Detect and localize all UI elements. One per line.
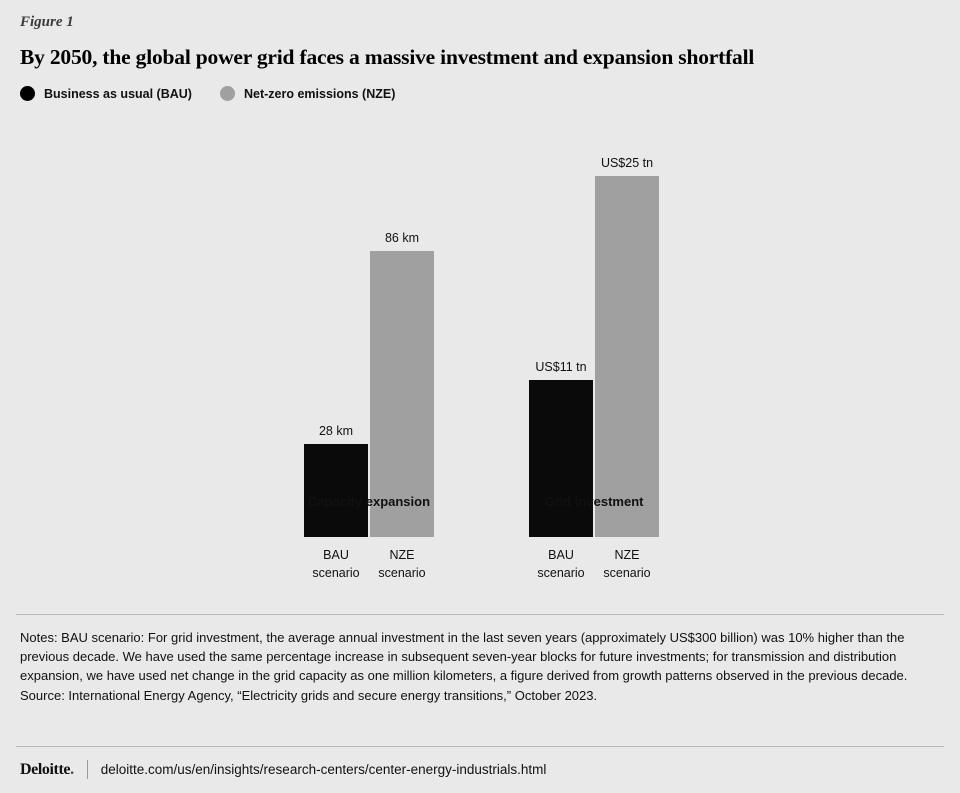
bar-category-nze-investment: NZE scenario xyxy=(603,548,651,581)
bar-column-nze-investment xyxy=(595,156,659,581)
bar-column-bau-investment xyxy=(529,360,593,581)
notes-divider xyxy=(16,614,944,615)
bar-category-bau-investment: BAU scenario xyxy=(537,548,585,581)
footer-divider xyxy=(16,746,944,747)
legend-swatch-bau-icon xyxy=(20,86,35,101)
bar-chart xyxy=(16,105,944,617)
chart-legend xyxy=(16,70,944,101)
bar-value-bau-investment: US$11 tn xyxy=(535,360,587,374)
legend-label-nze: Net-zero emissions (NZE) xyxy=(243,86,396,101)
bar-value-bau-capacity: 28 km xyxy=(318,424,354,438)
legend-item-bau xyxy=(20,86,192,101)
footer-separator xyxy=(87,760,88,779)
deloitte-logo xyxy=(20,761,74,779)
bar-nze-investment[interactable] xyxy=(595,176,659,537)
group-label-capacity-expansion: Capacity expansion xyxy=(307,494,431,509)
notes-text: Notes: BAU scenario: For grid investment, the average annual investment in the last seven years (approximately US$300 billion) was 10% higher than the previous decade. We have used the same percentage increase in subsequent seven-year blocks for future investments; for transmission and distribution expansion, we have used net change in the grid capacity as one million kilometers, a figure derived from growth patterns observed in the previous decade. xyxy=(20,630,908,684)
bar-bau-capacity[interactable] xyxy=(304,444,368,537)
source-text: Source: International Energy Agency, “Electricity grids and secure energy transitions,” October 2023. xyxy=(20,687,598,703)
group-label-grid-investment: Grid investment xyxy=(544,494,644,509)
deloitte-wordmark: Deloitte xyxy=(20,760,71,778)
footer-url[interactable]: deloitte.com/us/en/insights/research-centers/center-energy-industrials.html xyxy=(100,762,547,777)
figure-label: Figure 1 xyxy=(20,14,74,30)
bar-group-capacity-expansion xyxy=(304,231,434,581)
bar-holder-bau-investment xyxy=(529,380,593,581)
legend-item-nze xyxy=(220,86,395,101)
page-title: By 2050, the global power grid faces a massive investment and expansion shortfall xyxy=(20,45,755,69)
bar-bau-investment[interactable] xyxy=(529,380,593,537)
legend-label-bau: Business as usual (BAU) xyxy=(44,86,192,101)
bar-holder-nze-investment xyxy=(595,176,659,581)
bar-holder-bau-capacity xyxy=(304,444,368,581)
bar-value-nze-investment: US$25 tn xyxy=(600,156,654,170)
plot-area xyxy=(16,105,944,617)
bar-category-nze-capacity: NZE scenario xyxy=(378,548,426,581)
deloitte-dot: . xyxy=(70,760,74,778)
bar-group-grid-investment xyxy=(529,156,659,581)
bar-value-nze-capacity: 86 km xyxy=(384,231,420,245)
footer xyxy=(20,760,946,779)
bar-column-nze-capacity xyxy=(370,231,434,581)
bar-category-bau-capacity: BAU scenario xyxy=(312,548,360,581)
notes-block xyxy=(20,628,946,705)
bar-column-bau-capacity xyxy=(304,424,368,581)
legend-swatch-nze-icon xyxy=(220,86,235,101)
